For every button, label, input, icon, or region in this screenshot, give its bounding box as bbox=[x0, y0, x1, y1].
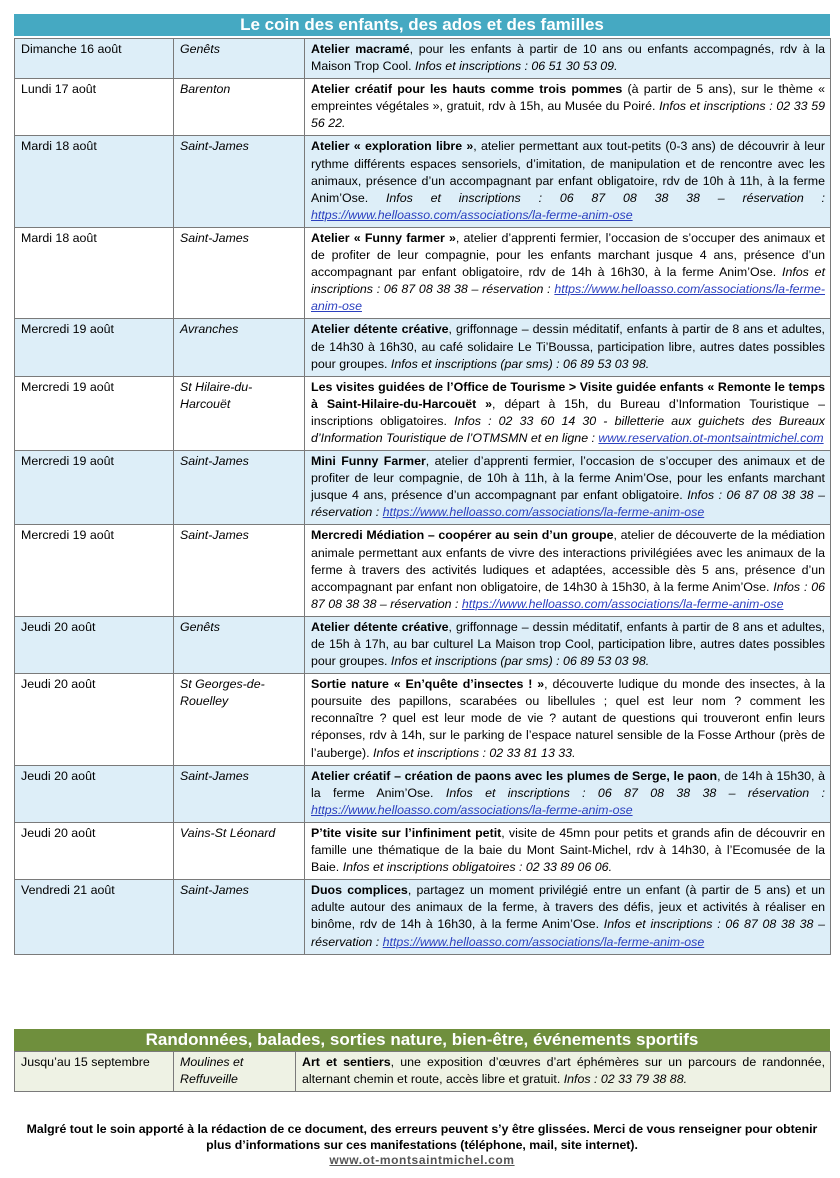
event-info: Infos et inscriptions (par sms) : 06 89 53 03 98. bbox=[390, 356, 650, 371]
event-place: Saint-James bbox=[174, 525, 305, 616]
footer-disclaimer bbox=[14, 1122, 830, 1169]
event-text: , griffonnage – dessin méditatif, enfants à partir de 8 ans et adultes, de 15h à 17h, au bar culturel La Maison trop Cool, participation libre, autres dates possibles pour groupes. bbox=[311, 619, 825, 669]
event-place: Saint-James bbox=[174, 451, 305, 525]
event-title: P’tite visite sur l’infiniment petit bbox=[311, 825, 502, 840]
event-info: Infos et inscriptions : 06 87 08 38 38 – réservation : bbox=[311, 265, 826, 297]
event-date: Jeudi 20 août bbox=[15, 765, 174, 822]
event-text: , atelier d’apprenti fermier, l’occasion de s’occuper des animaux et de profiter de leur compagnie, pour les enfants marchant jusque 4 ans, présence d’un accompagnant par enfant obligatoire, rdv de 14h à 16h30, à la ferme Anim’Ose. bbox=[311, 230, 825, 280]
event-info: Infos et inscriptions : 02 33 81 13 33. bbox=[373, 745, 576, 760]
event-title: Atelier « exploration libre » bbox=[311, 139, 474, 154]
event-place: Genêts bbox=[174, 616, 305, 673]
event-place: Barenton bbox=[174, 79, 305, 136]
event-row bbox=[15, 765, 831, 822]
event-date: Dimanche 16 août bbox=[15, 39, 174, 79]
reservation-link[interactable]: https://www.helloasso.com/associations/la-ferme-anim-ose bbox=[311, 207, 633, 222]
reservation-link[interactable]: https://www.helloasso.com/associations/la-ferme-anim-ose bbox=[382, 505, 705, 520]
event-description bbox=[305, 319, 831, 376]
event-text: , visite de 45mn pour petits et grands afin de découvrir en famille une thématique de la baie du Mont Saint-Michel, rdv à 14h30, à l’Ecomusée de la Baie. bbox=[311, 825, 826, 875]
event-row bbox=[15, 136, 831, 227]
event-date: Mardi 18 août bbox=[15, 136, 174, 227]
reservation-link[interactable]: https://www.helloasso.com/associations/la-ferme-anim-ose bbox=[311, 802, 633, 817]
event-place: Avranches bbox=[174, 319, 305, 376]
event-date: Jeudi 20 août bbox=[15, 674, 174, 765]
event-row bbox=[15, 39, 831, 79]
event-text: , partagez un moment privilégié entre un enfant (à partir de 5 ans) et un adulte autour des animaux de la ferme, à travers des défis, jeux et activités à réaliser en binôme, rdv de 14h à 16h30, à la ferme Anim’Ose. bbox=[311, 883, 825, 932]
event-date: Lundi 17 août bbox=[15, 79, 174, 136]
event-title: Duos complices bbox=[311, 883, 408, 898]
event-title: Atelier créatif pour les hauts comme trois pommes bbox=[311, 82, 623, 97]
event-place: St Hilaire-du-Harcouët bbox=[174, 376, 305, 450]
reservation-link[interactable]: https://www.helloasso.com/associations/la-ferme-anim-ose bbox=[311, 282, 825, 314]
event-title: Atelier « Funny farmer » bbox=[311, 230, 456, 245]
event-info: Infos et inscriptions : 06 51 30 53 09. bbox=[415, 59, 618, 74]
event-row bbox=[15, 880, 831, 954]
event-title: Atelier détente créative bbox=[311, 619, 449, 634]
event-info: Infos et inscriptions : 02 33 59 56 22. bbox=[311, 99, 825, 131]
event-description bbox=[305, 880, 831, 954]
event-title: Mini Funny Farmer bbox=[311, 454, 426, 469]
event-text: , une exposition d’œuvres d’art éphémères sur un parcours de randonnée, alternant chemin et route, accès libre et gratuit. bbox=[302, 1055, 826, 1087]
event-row bbox=[15, 319, 831, 376]
event-row bbox=[15, 674, 831, 765]
event-place: Saint-James bbox=[174, 765, 305, 822]
event-place: Saint-James bbox=[174, 136, 305, 227]
event-date: Mercredi 19 août bbox=[15, 376, 174, 450]
event-info: Infos : 02 33 60 14 30 - billetterie aux guichets des Bureaux d’Information Touristique de l’OTMSMN et en ligne : bbox=[311, 413, 825, 445]
event-text: , griffonnage – dessin méditatif, enfants à partir de 8 ans et adultes, de 14h30 à 16h30, au café solidaire Le Ti’Boussa, participation libre, autres dates possibles pour groupes. bbox=[311, 322, 825, 371]
event-place: Vains-St Léonard bbox=[174, 822, 305, 879]
event-description bbox=[305, 79, 831, 136]
event-date: Vendredi 21 août bbox=[15, 880, 174, 954]
disclaimer-text: Malgré tout le soin apporté à la rédaction de ce document, des erreurs peuvent s’y être glissées. Merci de vous renseigner pour obtenir plus d’informations sur ces manifestations (téléphone, mail, site internet). bbox=[26, 1122, 818, 1152]
event-description bbox=[305, 765, 831, 822]
event-text: , atelier de découverte de la médiation animale permettant aux enfants de vivre des interactions privilégiées avec les animaux de la ferme à travers des activités ludiques et adaptées, accessible dès 5 ans, présence d’un accompagnant par enfant non obligatoire, de 14h30 à 15h30, à la ferme Anim’Ose. bbox=[311, 528, 825, 594]
event-title: Art et sentiers bbox=[302, 1055, 391, 1069]
event-place: Genêts bbox=[174, 39, 305, 79]
event-row bbox=[15, 376, 831, 450]
event-row bbox=[15, 525, 831, 616]
section-title-randonnees: Randonnées, balades, sorties nature, bien-être, événements sportifs bbox=[14, 1029, 830, 1051]
event-description bbox=[305, 451, 831, 525]
event-text: , départ à 15h, du Bureau d’Information Touristique – inscriptions obligatoires. bbox=[311, 396, 825, 428]
event-title: Mercredi Médiation – coopérer au sein d’un groupe bbox=[311, 528, 614, 543]
event-description bbox=[296, 1052, 831, 1092]
event-description bbox=[305, 39, 831, 79]
event-info: Infos : 06 87 08 38 38 – réservation : bbox=[311, 488, 825, 520]
event-info: Infos : 02 33 79 38 88. bbox=[563, 1072, 688, 1087]
event-description bbox=[305, 616, 831, 673]
event-row bbox=[15, 79, 831, 136]
event-row bbox=[15, 616, 831, 673]
event-text: (à partir de 5 ans), sur le thème « empreintes végétales », gratuit, rdv à 15h, au Musée du Poiré. bbox=[311, 82, 826, 114]
event-info: Infos et inscriptions (par sms) : 06 89 53 03 98. bbox=[390, 654, 650, 669]
event-row bbox=[15, 451, 831, 525]
event-date: Mercredi 19 août bbox=[15, 451, 174, 525]
event-date: Jusqu’au 15 septembre bbox=[15, 1052, 174, 1092]
event-row bbox=[15, 227, 831, 318]
event-description bbox=[305, 376, 831, 450]
event-row bbox=[15, 1052, 831, 1092]
event-title: Atelier créatif – création de paons avec les plumes de Serge, le paon bbox=[311, 768, 718, 783]
event-row bbox=[15, 822, 831, 879]
event-title: Atelier détente créative bbox=[311, 322, 449, 337]
reservation-link[interactable]: www.reservation.ot-montsaintmichel.com bbox=[598, 430, 824, 445]
event-info: Infos et inscriptions obligatoires : 02 33 89 06 06. bbox=[342, 860, 613, 875]
event-text: , atelier permettant aux tout-petits (0-3 ans) de découvrir à leur rythme différents espaces sensoriels, d’imitation, de manipulation et de rencontre avec les animaux, présence d’un accompagnant par enfant obligatoire, rdv de 10h à 11h, à la ferme Anim’Ose. bbox=[311, 139, 825, 205]
event-date: Jeudi 20 août bbox=[15, 616, 174, 673]
events-table-enfants bbox=[14, 38, 831, 955]
event-place: Saint-James bbox=[174, 880, 305, 954]
reservation-link[interactable]: https://www.helloasso.com/associations/la-ferme-anim-ose bbox=[461, 596, 784, 611]
reservation-link[interactable]: https://www.helloasso.com/associations/la-ferme-anim-ose bbox=[382, 934, 705, 949]
event-place: St Georges-de-Rouelley bbox=[174, 674, 305, 765]
event-description bbox=[305, 525, 831, 616]
event-text: , découverte ludique du monde des insectes, à la poursuite des papillons, scarabées ou libellules ; quel est leur nom ? comment les reconnaître ? quel est leur mode de vie ? autant de questions qui trouveront enfin leurs réponses, rdv à 14h, sur le parking de l’espace naturel sensible de la Fosse Arthour (près de l’auberge). bbox=[311, 677, 825, 760]
events-table-randonnees bbox=[14, 1051, 831, 1092]
event-place: Moulines et Reffuveille bbox=[174, 1052, 296, 1092]
event-info: Infos et inscriptions : 06 87 08 38 38 – réservation : bbox=[311, 917, 826, 949]
event-date: Jeudi 20 août bbox=[15, 822, 174, 879]
event-info: Infos et inscriptions : 06 87 08 38 38 – réservation : bbox=[385, 190, 826, 205]
section-title-enfants: Le coin des enfants, des ados et des familles bbox=[14, 14, 830, 36]
event-title: Atelier macramé bbox=[311, 42, 410, 56]
event-date: Mercredi 19 août bbox=[15, 319, 174, 376]
event-title: Les visites guidées de l’Office de Tourisme > Visite guidée enfants « Remonte le temps à Saint-Hilaire-du-Harcouët » bbox=[311, 379, 825, 411]
event-description bbox=[305, 674, 831, 765]
event-place: Saint-James bbox=[174, 227, 305, 318]
event-description bbox=[305, 227, 831, 318]
event-date: Mardi 18 août bbox=[15, 227, 174, 318]
footer-website-link[interactable]: www.ot-montsaintmichel.com bbox=[329, 1153, 515, 1167]
event-info: Infos : 06 87 08 38 38 – réservation : bbox=[311, 579, 825, 611]
event-info: Infos et inscriptions : 06 87 08 38 38 – réservation : bbox=[445, 785, 826, 800]
event-text: , de 14h à 15h30, à la ferme Anim’Ose. bbox=[311, 768, 825, 800]
event-title: Sortie nature « En’quête d’insectes ! » bbox=[311, 677, 545, 692]
event-text: , atelier d’apprenti fermier, l’occasion de s’occuper des animaux et de profiter de leur compagnie, de 10h à 11h, à la ferme Anim’Ose, pour les enfants marchant jusque 4 ans, présence d’un accompagnant par enfant obligatoire. bbox=[311, 454, 825, 503]
event-description bbox=[305, 136, 831, 227]
event-description bbox=[305, 822, 831, 879]
event-text: , pour les enfants à partir de 10 ans ou enfants accompagnés, rdv à la Maison Trop Cool. bbox=[311, 42, 825, 74]
event-date: Mercredi 19 août bbox=[15, 525, 174, 616]
